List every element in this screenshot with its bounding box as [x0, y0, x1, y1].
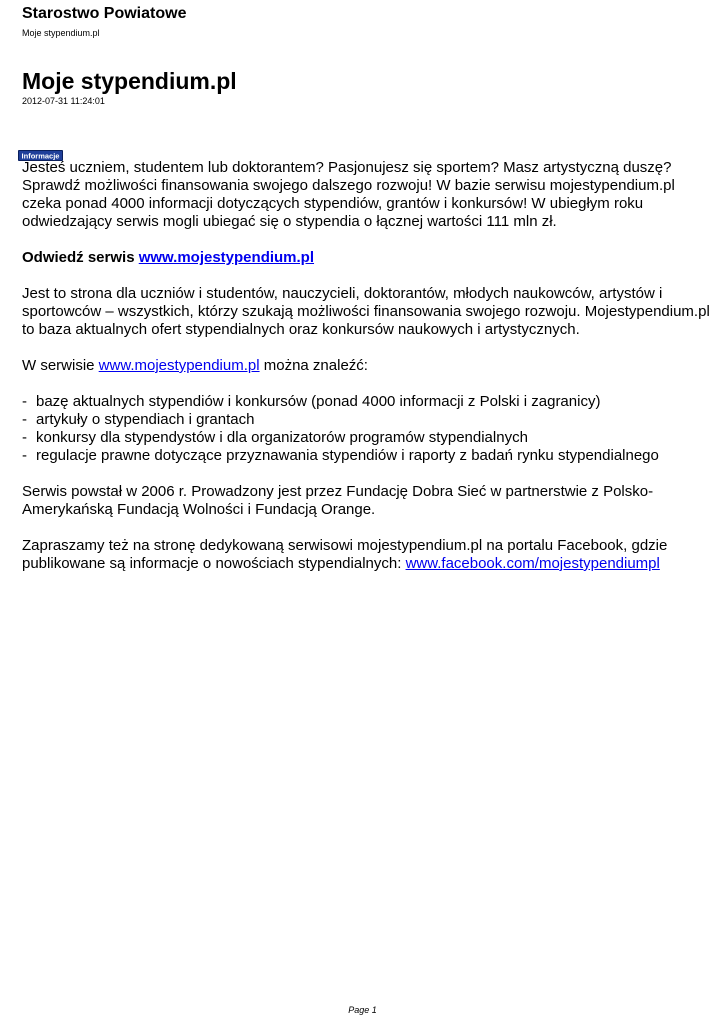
- page-number: Page 1: [348, 1005, 377, 1015]
- list-item-text: bazę aktualnych stypendiów i konkursów (ponad 4000 informacji z Polski i zagranicy): [36, 393, 601, 410]
- article-date: 2012-07-31 11:24:01: [22, 96, 105, 106]
- intro-paragraph: Jesteś uczniem, studentem lub doktorantem? Pasjonujesz się sportem? Masz artystyczną duszę? Sprawdź możliwości finansowania swojego dalszego rozwoju! W bazie serwisu mojestypendium.pl czeka ponad 4000 informacji dotyczących stypendiów, grantów i konkursów! W ubiegłym roku odwiedzający serwis mogli ubiegać się o stypendia o łącznej wartości 111 mln zł.: [22, 159, 675, 230]
- list-dash: -: [22, 429, 27, 446]
- list-item: [22, 393, 717, 411]
- visit-label: Odwiedź serwis: [22, 249, 139, 266]
- list-intro-before: W serwisie: [22, 357, 99, 374]
- article-body: [22, 159, 717, 591]
- category-badge-label: Informacje: [21, 151, 60, 161]
- list-intro-paragraph: [22, 357, 717, 375]
- list-item-text: konkursy dla stypendystów i dla organizatorów programów stypendialnych: [36, 429, 528, 446]
- foundation-paragraph: Serwis powstał w 2006 r. Prowadzony jest przez Fundację Dobra Sieć w partnerstwie z Polsko-Amerykańską Fundacją Wolności i Fundacją Orange.: [22, 483, 654, 518]
- site-title: Starostwo Powiatowe: [22, 5, 187, 22]
- list-item: [22, 447, 717, 465]
- features-list: [22, 393, 717, 465]
- facebook-link[interactable]: www.facebook.com/mojestypendiumpl: [405, 555, 660, 572]
- list-intro-link[interactable]: www.mojestypendium.pl: [98, 357, 260, 374]
- list-item-text: artykuły o stypendiach i grantach: [36, 411, 255, 428]
- list-intro-after: można znaleźć:: [259, 357, 368, 374]
- about-paragraph: Jest to strona dla uczniów i studentów, nauczycieli, doktorantów, młodych naukowców, artystów i sportowców – wszystkich, którzy szukają możliwości finansowania swojego rozwoju. Mojestypendium.pl to baza aktualnych ofert stypendialnych oraz konkursów naukowych i artystycznych.: [22, 285, 710, 338]
- visit-paragraph: [22, 249, 717, 267]
- list-item: [22, 429, 717, 447]
- article-title: Moje stypendium.pl: [22, 68, 237, 94]
- list-dash: -: [22, 447, 27, 464]
- facebook-paragraph: [22, 537, 717, 573]
- visit-link[interactable]: www.mojestypendium.pl: [138, 249, 315, 266]
- list-dash: -: [22, 393, 27, 410]
- facebook-text: Zapraszamy też na stronę dedykowaną serwisowi mojestypendium.pl na portalu Facebook, gdzie publikowane są informacje o nowościach stypendialnych:: [22, 537, 668, 572]
- list-dash: -: [22, 411, 27, 428]
- site-subtitle: Moje stypendium.pl: [22, 28, 100, 38]
- list-item: [22, 411, 717, 429]
- list-item-text: regulacje prawne dotyczące przyznawania stypendiów i raporty z badań rynku stypendialnego: [36, 447, 659, 464]
